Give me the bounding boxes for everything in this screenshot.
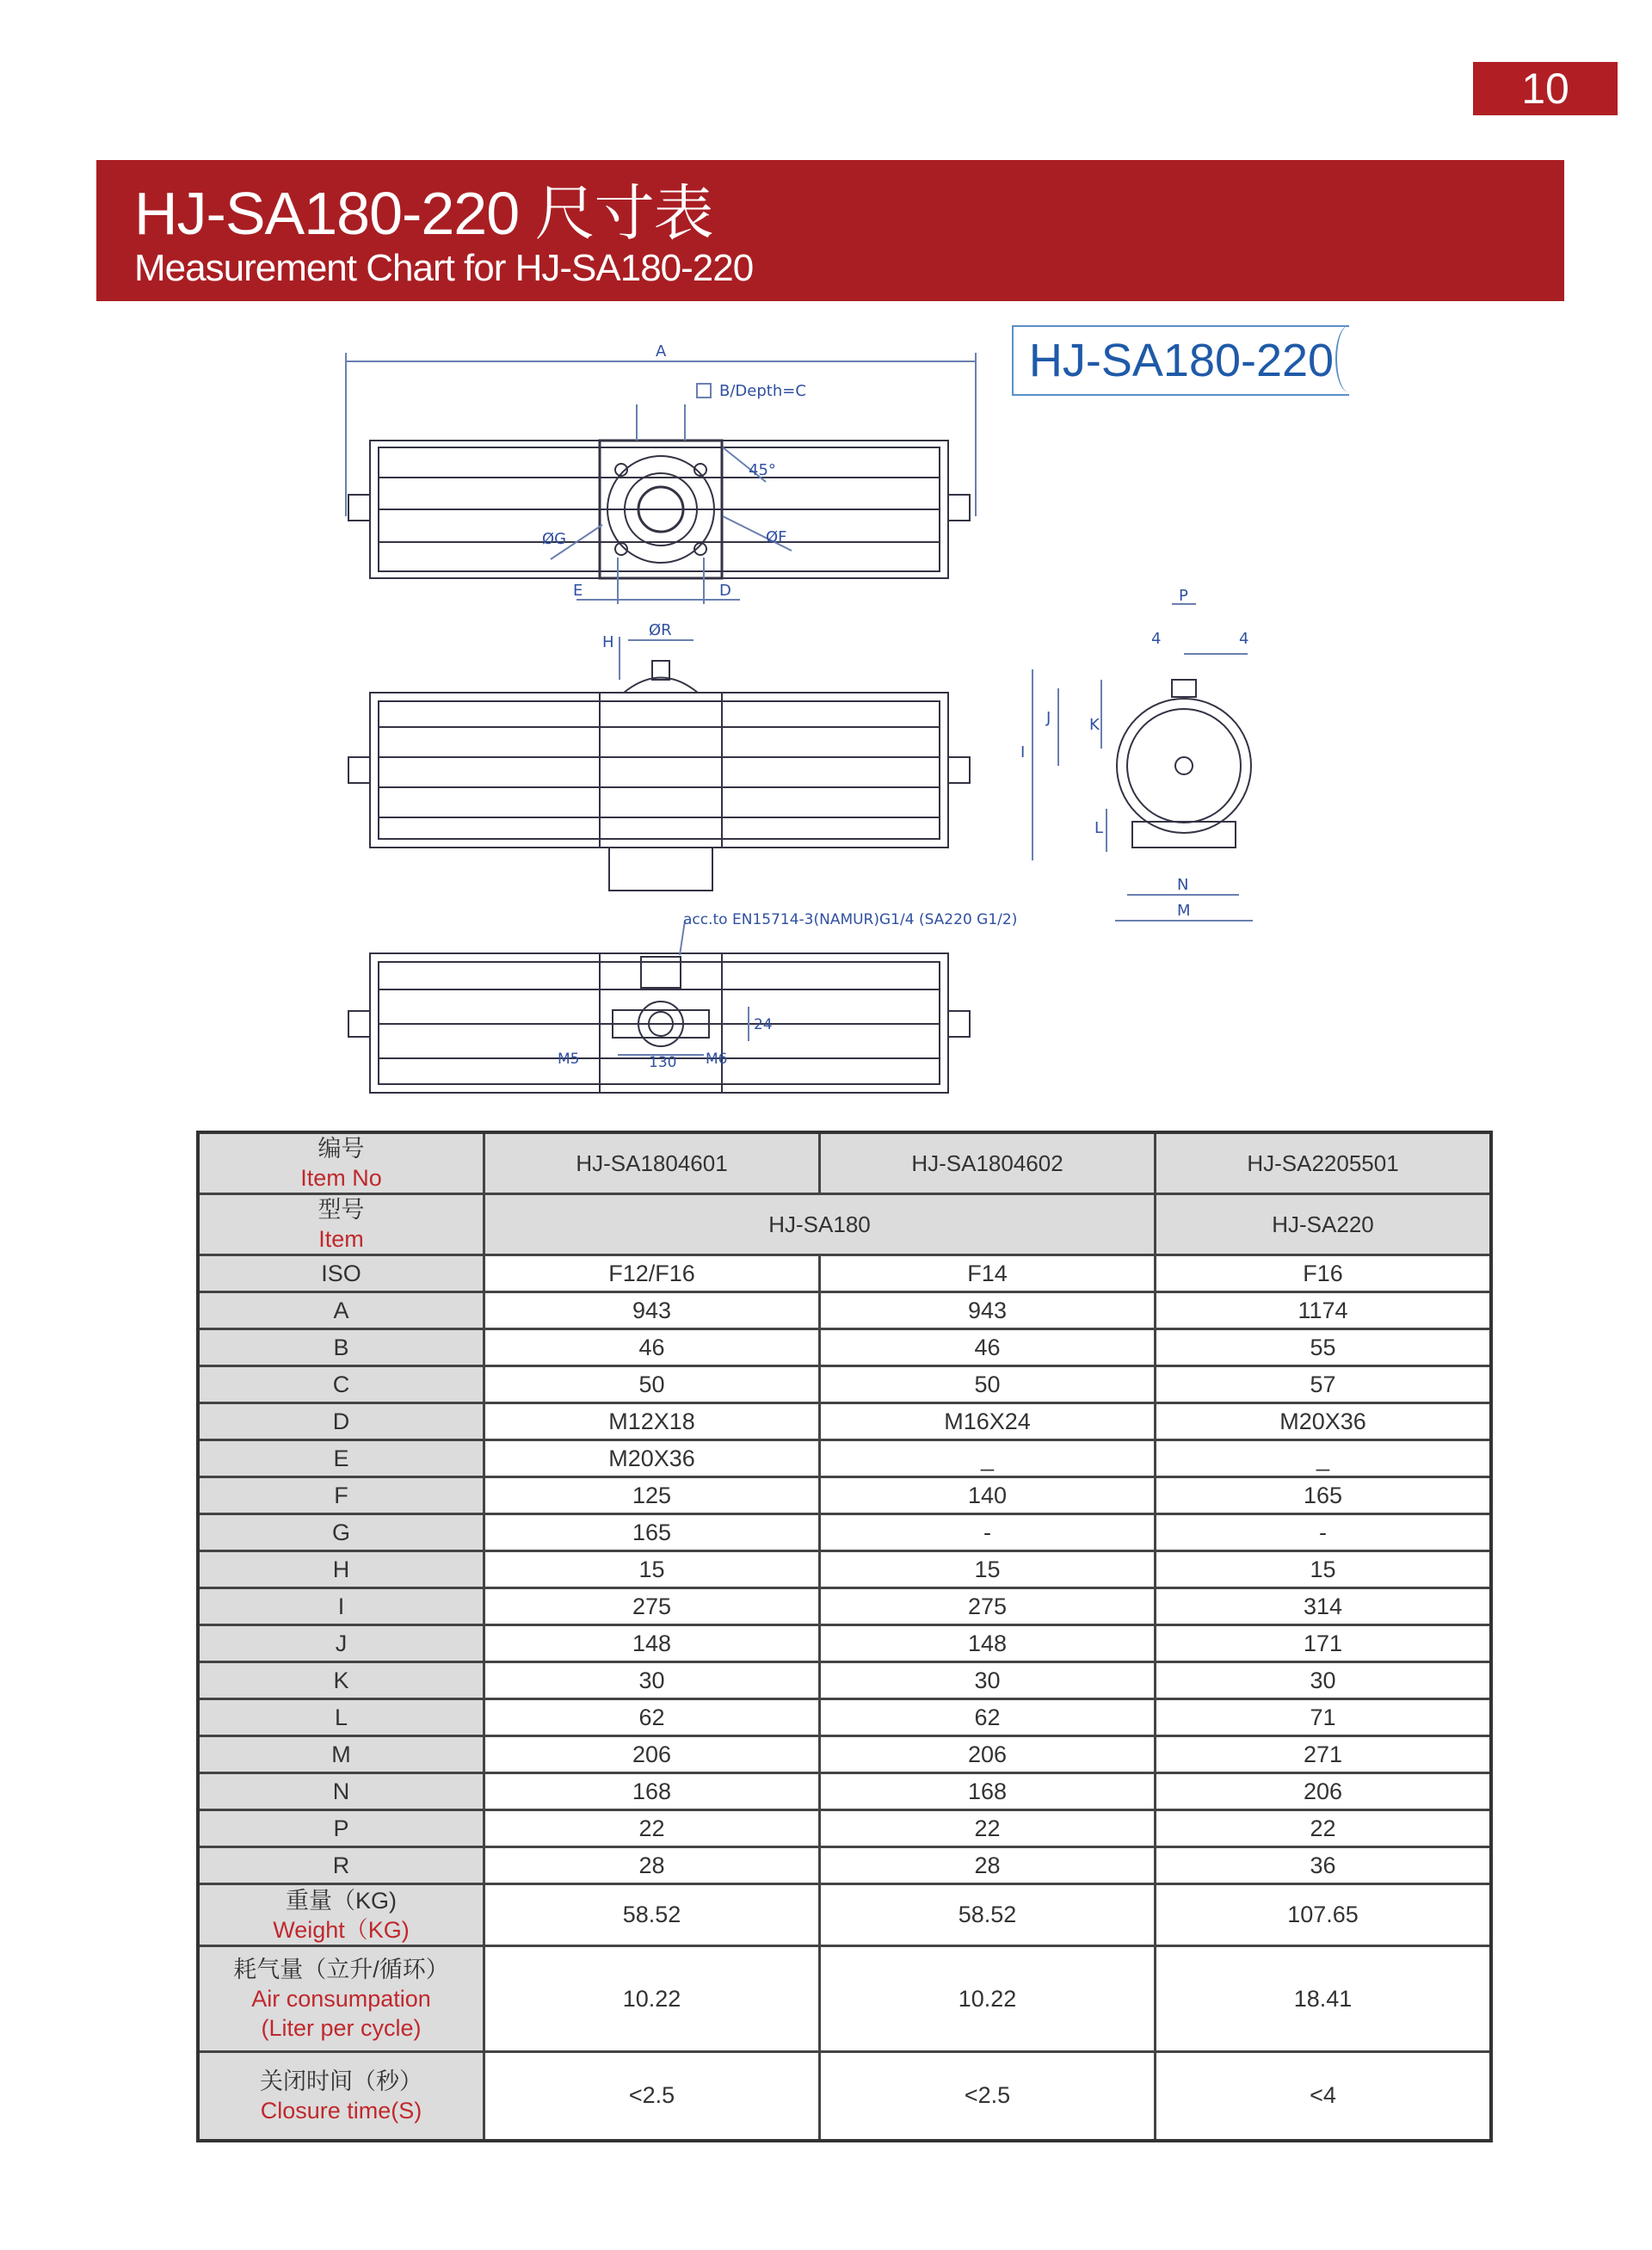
item-no-1: HJ-SA1804601 [484,1132,820,1194]
page-subtitle: Measurement Chart for HJ-SA180-220 [134,247,754,289]
row-label: A [198,1292,484,1329]
label-M5: M5 [558,1051,580,1068]
table-row [198,1403,1491,1440]
table-row [198,1847,1491,1884]
row-item-no [198,1132,1491,1194]
row-label: M [198,1736,484,1773]
label-I: I [1020,743,1026,761]
table-cell: 62 [484,1699,820,1736]
table-cell: 22 [484,1810,820,1847]
label-130: 130 [649,1054,677,1071]
table-row [198,1773,1491,1810]
page-number: 10 [1473,62,1618,115]
closure-2: <2.5 [820,2052,1156,2141]
table-row [198,1699,1491,1736]
label-item-no: 编号 Item No [198,1132,484,1194]
table-cell: 62 [820,1699,1156,1736]
table-cell: 22 [1156,1810,1492,1847]
weight-3: 107.65 [1156,1884,1492,1946]
label-four-a: 4 [1151,630,1162,648]
row-label: R [198,1847,484,1884]
table-cell: M20X36 [1156,1403,1492,1440]
table-cell: 15 [484,1551,820,1588]
model-tag: HJ-SA180-220 [1012,325,1349,396]
label-air: 耗气量（立升/循环） Air consumpation (Liter per cycle) [198,1946,484,2052]
table-row [198,1477,1491,1514]
row-closure [198,2052,1491,2141]
table-row [198,1440,1491,1477]
page-title: HJ-SA180-220 尺寸表 [134,180,713,247]
table-cell: M16X24 [820,1403,1156,1440]
label-M6: M6 [706,1051,728,1068]
table-cell: 50 [820,1366,1156,1403]
table-cell: - [820,1514,1156,1551]
row-weight [198,1884,1491,1946]
table-cell: 165 [1156,1477,1492,1514]
air-3: 18.41 [1156,1946,1492,2052]
measurement-table [196,1131,1493,2142]
label-L: L [1094,819,1104,837]
row-label: L [198,1699,484,1736]
table-cell: 165 [484,1514,820,1551]
label-N: N [1177,876,1189,894]
table-cell: 50 [484,1366,820,1403]
table-cell: 168 [820,1773,1156,1810]
table-row [198,1662,1491,1699]
label-item: 型号 Item [198,1194,484,1255]
closure-3: <4 [1156,2052,1492,2141]
row-label: K [198,1662,484,1699]
table-cell: 314 [1156,1588,1492,1625]
table-cell: M12X18 [484,1403,820,1440]
table-cell: - [1156,1514,1492,1551]
table-cell: 46 [820,1329,1156,1366]
label-D: D [719,582,731,600]
table-cell: 206 [1156,1773,1492,1810]
table-cell: 171 [1156,1625,1492,1662]
table-row [198,1736,1491,1773]
row-item [198,1194,1491,1255]
table-cell: 15 [1156,1551,1492,1588]
label-F: ØF [766,528,787,546]
table-cell: _ [820,1440,1156,1477]
weight-1: 58.52 [484,1884,820,1946]
table-cell: 30 [484,1662,820,1699]
table-cell: 275 [820,1588,1156,1625]
table-cell: 168 [484,1773,820,1810]
label-H: H [602,633,614,651]
table-cell: 148 [820,1625,1156,1662]
label-weight: 重量（KG) Weight（KG) [198,1884,484,1946]
row-label: D [198,1403,484,1440]
table-cell: F16 [1156,1255,1492,1292]
label-K: K [1089,716,1100,734]
table-cell: 15 [820,1551,1156,1588]
table-cell: 46 [484,1329,820,1366]
side-view [1032,604,1253,921]
label-closure: 关闭时间（秒） Closure time(S) [198,2052,484,2141]
label-A: A [656,342,667,361]
row-label: P [198,1810,484,1847]
item-no-3: HJ-SA2205501 [1156,1132,1492,1194]
label-G: ØG [542,530,567,548]
table-cell: 28 [484,1847,820,1884]
table-cell: 22 [820,1810,1156,1847]
table-cell: 57 [1156,1366,1492,1403]
label-E: E [573,582,583,600]
item-model-1: HJ-SA180 [484,1194,1156,1255]
table-cell: 55 [1156,1329,1492,1366]
table-cell: 271 [1156,1736,1492,1773]
table-cell: 275 [484,1588,820,1625]
table-cell: 140 [820,1477,1156,1514]
table-row [198,1588,1491,1625]
namur-note: acc.to EN15714-3(NAMUR)G1/4 (SA220 G1/2) [683,911,1018,928]
table-row [198,1514,1491,1551]
row-air [198,1946,1491,2052]
label-B: B/Depth=C [719,382,806,400]
table-cell: 36 [1156,1847,1492,1884]
table-cell: 30 [820,1662,1156,1699]
air-1: 10.22 [484,1946,820,2052]
table-cell: 71 [1156,1699,1492,1736]
technical-drawing [0,0,1652,1119]
table-row [198,1255,1491,1292]
table-cell: M20X36 [484,1440,820,1477]
row-label: H [198,1551,484,1588]
table-cell: 206 [820,1736,1156,1773]
label-M: M [1177,902,1191,920]
table-row [198,1366,1491,1403]
table-cell: 943 [820,1292,1156,1329]
table-cell: 30 [1156,1662,1492,1699]
table-row [198,1625,1491,1662]
air-2: 10.22 [820,1946,1156,2052]
weight-2: 58.52 [820,1884,1156,1946]
closure-1: <2.5 [484,2052,820,2141]
row-label: N [198,1773,484,1810]
row-label: ISO [198,1255,484,1292]
front-view [348,637,970,891]
table-cell: 1174 [1156,1292,1492,1329]
table-cell: _ [1156,1440,1492,1477]
row-label: G [198,1514,484,1551]
table-row [198,1329,1491,1366]
label-J: J [1046,709,1051,727]
row-label: I [198,1588,484,1625]
label-R: ØR [649,621,672,639]
table-cell: 148 [484,1625,820,1662]
top-view [346,353,976,604]
table-cell: 943 [484,1292,820,1329]
table-row [198,1810,1491,1847]
table-row [198,1292,1491,1329]
row-label: J [198,1625,484,1662]
item-model-2: HJ-SA220 [1156,1194,1492,1255]
table-cell: F12/F16 [484,1255,820,1292]
label-P: P [1179,587,1188,605]
table-cell: 28 [820,1847,1156,1884]
table-cell: 206 [484,1736,820,1773]
row-label: C [198,1366,484,1403]
label-angle: 45° [749,461,776,479]
label-four-b: 4 [1239,630,1249,648]
row-label: B [198,1329,484,1366]
table-row [198,1551,1491,1588]
table-cell: F14 [820,1255,1156,1292]
row-label: E [198,1440,484,1477]
label-24: 24 [754,1016,773,1033]
row-label: F [198,1477,484,1514]
item-no-2: HJ-SA1804602 [820,1132,1156,1194]
table-cell: 125 [484,1477,820,1514]
